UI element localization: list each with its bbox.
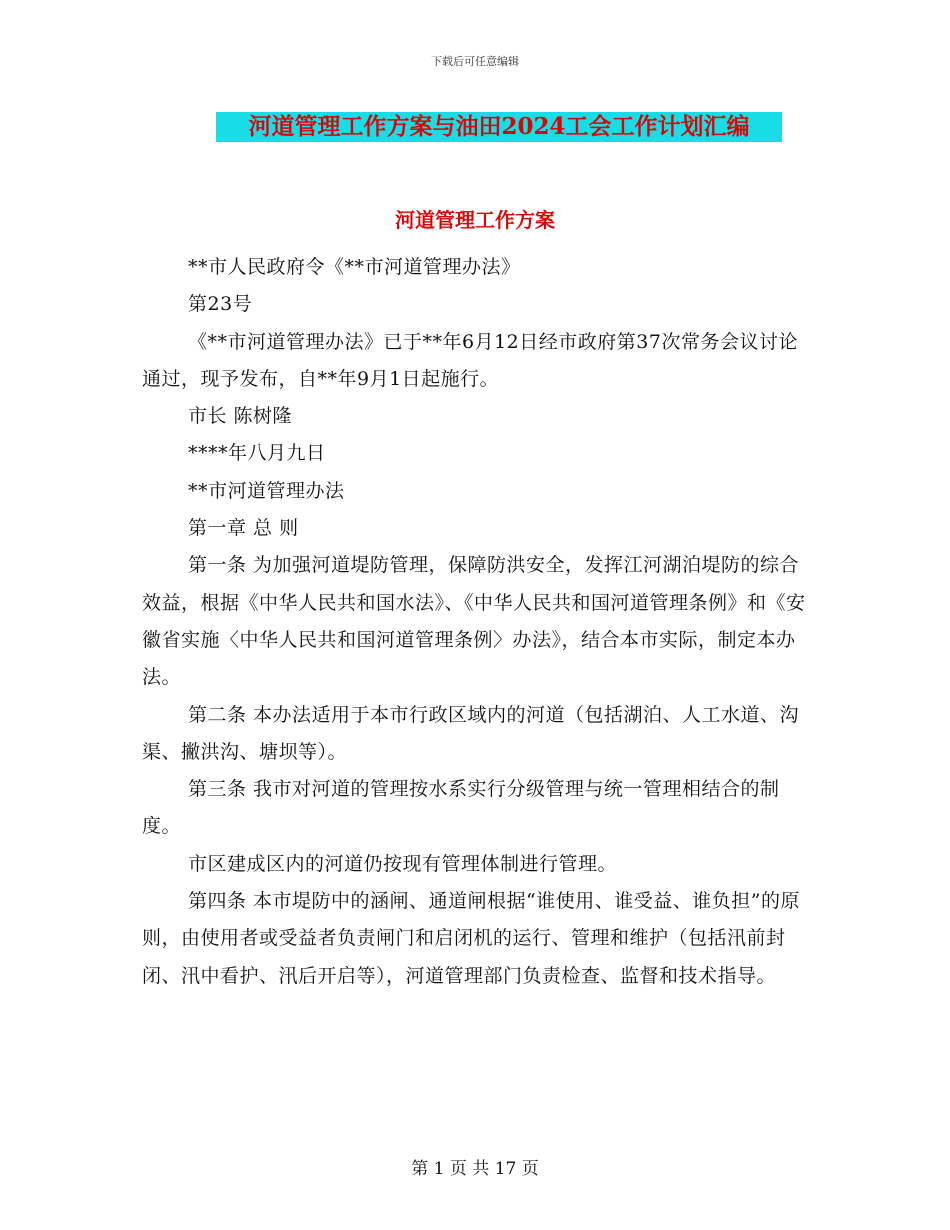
paragraph-article-3: 第三条 我市对河道的管理按水系实行分级管理与统一管理相结合的制度。 [142, 778, 780, 838]
paragraph-decree-title: **市人民政府令《**市河道管理办法》 [188, 256, 521, 278]
section-title: 河道管理工作方案 [395, 208, 555, 232]
paragraph-article-1: 第一条 为加强河道堤防管理，保障防洪安全，发挥江河湖泊堤防的综合效益，根据《中华人民共和国水法》、《中华人民共和国河道管理条例》和《安徽省实施〈中华人民共和国河道管理条例〉办法》，结合本市实际，制定本办法。 [142, 554, 806, 689]
paragraph-announcement: 《**市河道管理办法》已于**年6月12日经市政府第37次常务会议讨论通过，现予发布，自**年9月1日起施行。 [142, 330, 798, 390]
document-body [142, 249, 812, 995]
page-footer: 第 1 页 共 17 页 [411, 1159, 539, 1179]
paragraph-mayor: 市长 陈树隆 [188, 405, 293, 428]
paragraph-urban-rivers: 市区建成区内的河道仍按现有管理体制进行管理。 [188, 852, 618, 875]
paragraph-chapter-heading: 第一章 总 则 [188, 517, 299, 540]
document-main-title: 河道管理工作方案与油田2024工会工作计划汇编 [216, 112, 782, 142]
paragraph-decree-number: 第23号 [188, 293, 253, 316]
paragraph-article-2: 第二条 本办法适用于本市行政区域内的河道（包括湖泊、人工水道、沟渠、撇洪沟、塘坝等）。 [142, 703, 800, 763]
paragraph-regulation-title: **市河道管理办法 [188, 479, 345, 502]
paragraph-article-4: 第四条 本市堤防中的涵闸、通道闸根据“谁使用、谁受益、谁负担”的原则，由使用者或受益者负责闸门和启闭机的运行、管理和维护（包括汛前封闭、汛中看护、汛后开启等），河道管理部门负责检查、监督和技术指导。 [142, 890, 800, 987]
header-note: 下载后可任意编辑 [431, 55, 519, 68]
paragraph-date: ****年八月九日 [188, 442, 326, 465]
